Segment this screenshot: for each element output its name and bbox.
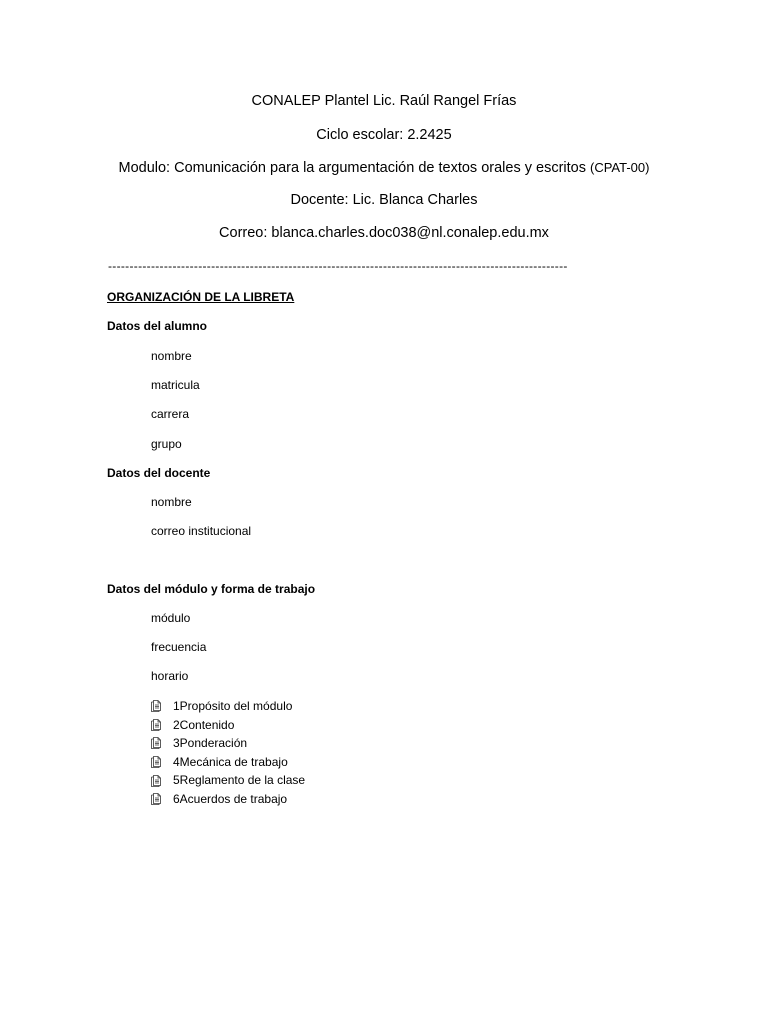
student-item: matricula (151, 378, 200, 392)
module-item: módulo (151, 611, 191, 625)
institution-title: CONALEP Plantel Lic. Raúl Rangel Frías (251, 93, 517, 109)
student-item: grupo (151, 437, 182, 451)
teacher-line: Docente: Lic. Blanca Charles (290, 192, 478, 208)
module-line (0, 160, 768, 176)
module-name: Modulo: Comunicación para la argumentación de textos orales y escritos (118, 160, 586, 176)
work-item (151, 697, 305, 716)
module-item: horario (151, 669, 189, 683)
module-code: (CPAT-00) (590, 160, 650, 175)
divider-line: ----------------------------------------------------------------------------------------------------------- (108, 259, 568, 273)
work-item-label: 2Contenido (173, 717, 235, 732)
email-line: Correo: blanca.charles.doc038@nl.conalep.edu.mx (219, 225, 549, 241)
work-item-label: 4Mecánica de trabajo (173, 754, 288, 769)
teacher-item: correo institucional (151, 524, 252, 538)
document-icon (151, 719, 161, 731)
document-icon (151, 793, 161, 805)
work-item (151, 753, 305, 772)
document-icon (151, 775, 161, 787)
student-item: carrera (151, 407, 190, 421)
work-item-label: 1Propósito del módulo (173, 699, 293, 713)
work-item (151, 734, 305, 753)
module-item: frecuencia (151, 640, 207, 654)
work-item-label: 5Reglamento de la clase (173, 773, 306, 788)
school-cycle: Ciclo escolar: 2.2425 (316, 127, 452, 143)
work-item (151, 790, 305, 809)
teacher-data-heading: Datos del docente (107, 466, 211, 480)
teacher-item: nombre (151, 495, 192, 509)
work-item (151, 716, 305, 735)
student-data-heading: Datos del alumno (107, 319, 208, 333)
document-icon (151, 700, 161, 712)
work-item-label: 3Ponderación (173, 736, 248, 751)
document-icon (151, 737, 161, 749)
notebook-title: ORGANIZACIÓN DE LA LIBRETA (107, 290, 295, 304)
student-item: nombre (151, 349, 192, 363)
module-data-heading: Datos del módulo y forma de trabajo (107, 582, 316, 596)
document-icon (151, 756, 161, 768)
work-item-label: 6Acuerdos de trabajo (173, 791, 288, 806)
work-item (151, 771, 305, 790)
work-items-list (151, 697, 305, 809)
